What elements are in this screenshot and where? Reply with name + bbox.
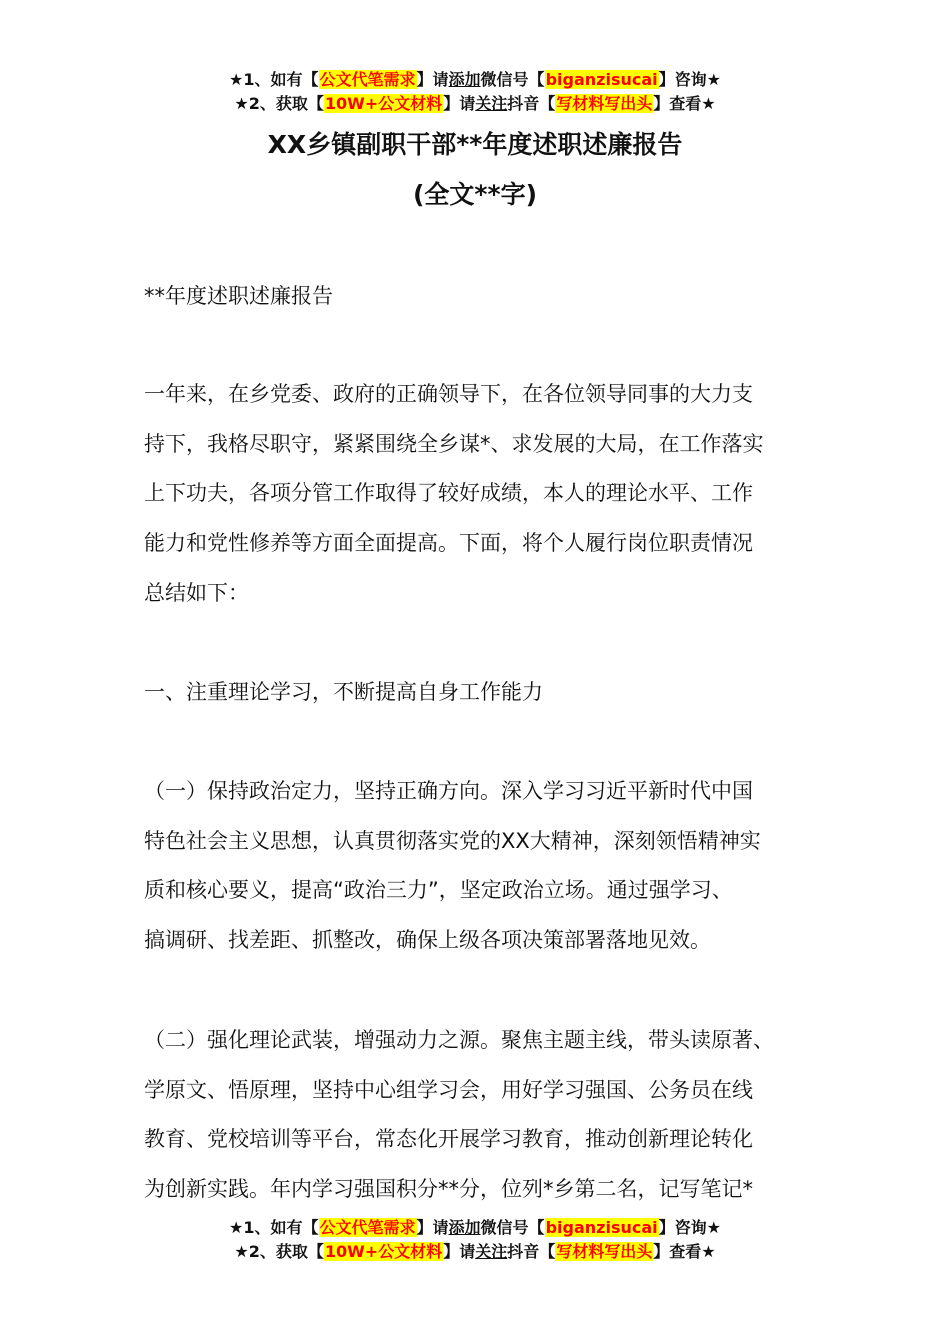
promo-underlined-text: 关注 bbox=[475, 94, 508, 113]
bottom-promo-banner bbox=[0, 1216, 950, 1264]
paragraph-line: 总结如下： bbox=[144, 580, 249, 605]
paragraph-line: 上下功夫，各项分管工作取得了较好成绩，本人的理论水平、工作 bbox=[144, 481, 753, 506]
promo-text: ★1、如有【 bbox=[229, 70, 319, 89]
section-heading-text: 一、注重理论学习，不断提高自身工作能力 bbox=[144, 680, 543, 704]
promo-line-1 bbox=[0, 1216, 950, 1240]
section-heading bbox=[144, 668, 824, 718]
promo-line-2 bbox=[0, 92, 950, 116]
paragraph-line: 质和核心要义，提高“政治三力”，坚定政治立场。通过强学习、 bbox=[144, 878, 733, 903]
document-subtitle: (全文**字) bbox=[413, 180, 537, 209]
promo-underlined-text: 关注 bbox=[475, 1242, 508, 1261]
promo-highlight: 公文代笔需求 bbox=[319, 1218, 416, 1237]
paragraph-line: 一年来，在乡党委、政府的正确领导下，在各位领导同事的大力支 bbox=[144, 382, 753, 406]
promo-highlight: 10W+公文材料 bbox=[324, 94, 443, 113]
paragraph-1 bbox=[144, 767, 824, 966]
report-heading bbox=[144, 272, 824, 322]
promo-highlight: 10W+公文材料 bbox=[324, 1242, 443, 1261]
promo-text: ★2、获取【 bbox=[234, 1242, 324, 1261]
promo-text: 】咨询★ bbox=[658, 70, 721, 89]
promo-underlined-text: 添加 bbox=[448, 1218, 481, 1237]
paragraph-line: 学原文、悟原理，坚持中心组学习会，用好学习强国、公务员在线 bbox=[144, 1077, 753, 1102]
promo-line-2 bbox=[0, 1240, 950, 1264]
promo-highlight: 写材料写出头 bbox=[556, 1242, 653, 1261]
promo-text: 】请 bbox=[416, 1218, 449, 1237]
paragraph-line: （二）强化理论武装，增强动力之源。聚焦主题主线，带头读原著、 bbox=[144, 1028, 774, 1052]
promo-text: 】咨询★ bbox=[658, 1218, 721, 1237]
promo-text: 】请 bbox=[443, 1242, 476, 1261]
promo-highlight: 公文代笔需求 bbox=[319, 70, 416, 89]
promo-highlight: biganzisucai bbox=[545, 1218, 658, 1237]
promo-text: ★1、如有【 bbox=[229, 1218, 319, 1237]
promo-text: 】查看★ bbox=[653, 94, 716, 113]
paragraph-line: 教育、党校培训等平台，常态化开展学习教育，推动创新理论转化 bbox=[144, 1127, 753, 1152]
document-title: XX乡镇副职干部**年度述职述廉报告 bbox=[267, 130, 683, 159]
promo-text: 抖音【 bbox=[507, 1242, 556, 1261]
promo-text: ★2、获取【 bbox=[234, 94, 324, 113]
paragraph-line: 特色社会主义思想，认真贯彻落实党的XX大精神，深刻领悟精神实 bbox=[144, 828, 761, 853]
promo-text: 】查看★ bbox=[653, 1242, 716, 1261]
paragraph-line: 能力和党性修养等方面全面提高。下面，将个人履行岗位职责情况 bbox=[144, 531, 753, 556]
paragraph-line: 持下，我格尽职守，紧紧围绕全乡谋*、求发展的大局，在工作落实 bbox=[144, 431, 764, 456]
promo-text: 】请 bbox=[416, 70, 449, 89]
paragraph-line: 搞调研、找差距、抓整改，确保上级各项决策部署落地见效。 bbox=[144, 928, 711, 953]
promo-line-1 bbox=[0, 68, 950, 92]
intro-paragraph bbox=[144, 370, 824, 619]
promo-text: 微信号【 bbox=[480, 1218, 545, 1237]
promo-highlight: 写材料写出头 bbox=[556, 94, 653, 113]
promo-underlined-text: 添加 bbox=[448, 70, 481, 89]
promo-text: 微信号【 bbox=[480, 70, 545, 89]
paragraph-2 bbox=[144, 1016, 824, 1215]
paragraph-line: 为创新实践。年内学习强国积分**分，位列*乡第二名，记写笔记* bbox=[144, 1177, 753, 1202]
promo-text: 】请 bbox=[443, 94, 476, 113]
promo-text: 抖音【 bbox=[507, 94, 556, 113]
report-heading-text: **年度述职述廉报告 bbox=[144, 284, 333, 308]
promo-highlight: biganzisucai bbox=[545, 70, 658, 89]
paragraph-line: （一）保持政治定力，坚持正确方向。深入学习习近平新时代中国 bbox=[144, 779, 753, 803]
top-promo-banner bbox=[0, 68, 950, 116]
